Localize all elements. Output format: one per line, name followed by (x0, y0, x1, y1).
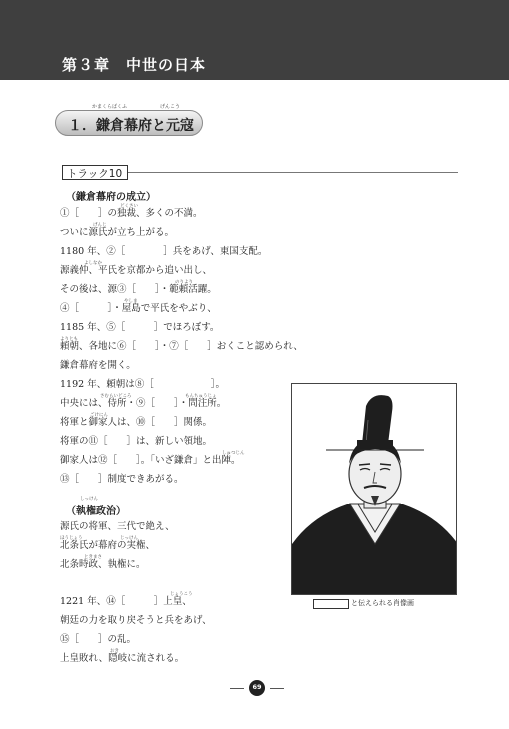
section-title: １．鎌倉幕府と元寇 (68, 118, 194, 134)
text-line: 御家人は⑫［ ］。「いざ鎌倉」と出陣。 (60, 455, 241, 466)
text-line: その後は、源③［ ］・範頼活躍。 (60, 284, 217, 295)
ruby: じっけん (120, 536, 138, 541)
ruby: しっけん (80, 497, 98, 502)
track-label-text: トラック10 (67, 168, 123, 180)
subsection-heading: （鎌倉幕府の成立） (66, 192, 156, 203)
text-line: ⑮［ ］の乱。 (60, 634, 137, 645)
ruby: かまくらばくふ (92, 104, 128, 110)
text-line: 上皇敗れ、隠岐に流される。 (60, 653, 185, 664)
chapter-title: 第３章 中世の日本 (62, 56, 207, 74)
text-line: 鎌倉幕府を開く。 (60, 360, 136, 371)
page-number-dash (270, 688, 284, 689)
section-title-badge (55, 104, 203, 136)
ruby: ごけにん (90, 413, 108, 418)
ruby: のりより (175, 280, 193, 285)
page-number-badge (249, 680, 265, 696)
ruby: よしなか (84, 261, 102, 266)
ruby: やしま (124, 299, 138, 304)
caption-blank-box (313, 599, 349, 609)
text-line: 1221 年、⑭［ ］上皇、 (60, 596, 192, 607)
ruby: げんこう (160, 104, 181, 110)
ruby: ほうじょう (60, 536, 83, 541)
text-line: 北条時政、執権に。 (60, 559, 146, 570)
ruby: もんちゅうじょ (185, 394, 217, 399)
text-line: 北条氏が幕府の実権、 (60, 540, 156, 551)
subsection-heading: （執権政治） (66, 506, 126, 517)
text-line: ついに源氏が立ち上がる。 (60, 227, 175, 238)
text-line: ⑬［ ］制度できあがる。 (60, 474, 184, 485)
ruby: おき (110, 649, 119, 654)
ruby: しゅつじん (222, 451, 245, 456)
portrait-drawing (292, 384, 457, 595)
text-line: 源氏の将軍、三代で絶え、 (60, 521, 175, 532)
ruby: げんじ (93, 223, 107, 228)
ruby: よりとも (60, 337, 78, 342)
text-line: 源義仲、平氏を京都から追い出し、 (60, 265, 213, 276)
text-line: 将軍の⑪［ ］は、新しい領地。 (60, 436, 213, 447)
divider (128, 172, 458, 173)
figure-caption: と伝えられる肖像画 (351, 599, 414, 607)
text-line: ①［ ］の独裁、多くの不満。 (60, 208, 203, 219)
ruby: じょうこう (170, 592, 193, 597)
text-line: ④［ ］・屋島で平氏をやぶり、 (60, 303, 217, 314)
text-line: 頼朝、各地に⑥［ ］・⑦［ ］おくこと認められ、 (60, 341, 303, 352)
ruby: ときまさ (84, 555, 102, 560)
chapter-header-band (0, 0, 509, 80)
ruby: さむらいどころ (100, 394, 132, 399)
text-line: 将軍と御家人は、⑩［ ］関係。 (60, 417, 213, 428)
page-number: 69 (252, 683, 262, 691)
text-line: 1192 年、頼朝は⑧［ ］。 (60, 379, 225, 390)
text-line: 朝廷の力を取り戻そうと兵をあげ、 (60, 615, 212, 626)
page-number-dash (230, 688, 244, 689)
text-line: 1185 年、⑤［ ］でほろぼす。 (60, 322, 220, 333)
text-line: 1180 年、②［ ］兵をあげ、東国支配。 (60, 246, 268, 257)
ruby: どくさい (120, 204, 138, 209)
audio-track-label (62, 165, 128, 180)
text-line: 中央には、侍所・⑨［ ］・問注所。 (60, 398, 227, 409)
portrait-illustration (291, 383, 457, 595)
